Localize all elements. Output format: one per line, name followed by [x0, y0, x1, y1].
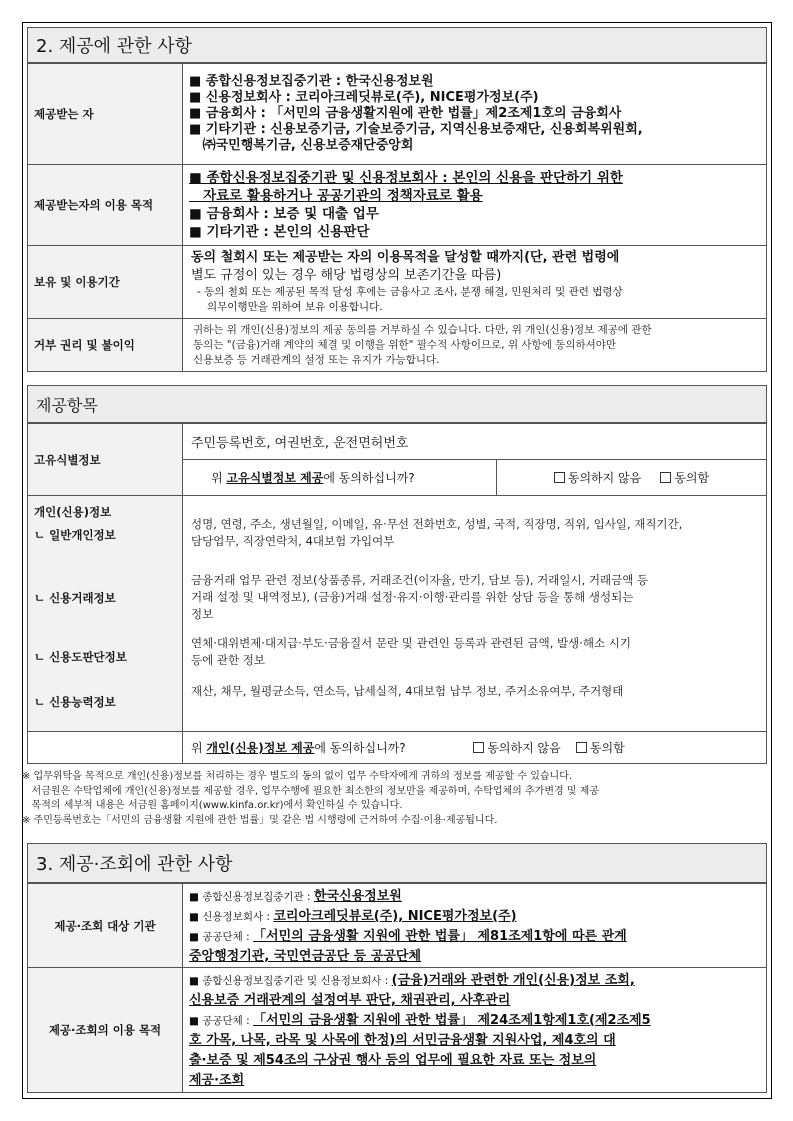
section-2-title: 2. 제공에 관한 사항 [27, 27, 767, 63]
category-label: ㄴ 신용거래정보 [34, 591, 116, 605]
category-value: 금융거래 업무 관련 정보(상품종류, 거래조건(이자율, 만기, 담보 등), 거래일시, 거래금액 등 [191, 573, 649, 587]
refusal-text [183, 319, 767, 372]
retention-row [28, 246, 767, 319]
list-item: ■ 기타기관 : 본인의 신용판단 [189, 224, 370, 240]
category-label: ㄴ 신용도판단정보 [34, 650, 127, 664]
section-items [27, 385, 767, 764]
personal-consent: 위 개인(신용)정보 제공에 동의하십니까? 동의하지 않음 동의함 [183, 732, 767, 764]
refusal-line: 신용보증 등 거래관계의 설정 또는 유지가 가능합니다. [193, 353, 440, 366]
category-label: ㄴ 일반개인정보 [34, 528, 116, 542]
personal-block [28, 496, 767, 732]
retention-main: 동의 철회시 또는 제공받는 자의 이용목적을 달성할 때까지(단, 관련 법령에 [191, 250, 620, 265]
section-3-title: 3. 제공·조회에 관한 사항 [27, 843, 767, 883]
category-value: 등에 관한 정보 [191, 653, 265, 667]
personal-values [183, 496, 767, 732]
inquiry-purpose-label: 제공·조회의 이용 목적 [28, 968, 183, 1093]
list-item: ■ 종합신용정보집중기관 및 신용정보회사 : 본인의 신용을 판단하기 위한 [189, 170, 623, 186]
refusal-line: 동의는 "(금융)거래 계약의 체결 및 이행을 위한" 필수적 사항이므로, 위 사항에 동의하셔야만 [193, 338, 617, 351]
list-item: ■ 종합신용정보집중기관 : 한국신용정보원 [189, 74, 434, 89]
personal-table [27, 495, 767, 764]
recipients-row [28, 64, 767, 165]
category-value: 연체·대위변제·대지급·부도·금융질서 문란 및 관련인 등록과 관련된 금액, 발생·해소 시기 [191, 636, 631, 650]
note-line: ※ 주민등록번호는「서민의 금융생활 지원에 관한 법률」및 같은 법 시행령에 근거하여 수집·이용·제공됩니다. [22, 814, 498, 826]
category-value: 정보 [191, 607, 214, 621]
spacer-cell [28, 732, 183, 764]
personal-labels [28, 496, 183, 732]
unique-question: 위 고유식별정보 제공에 동의하십니까? [183, 460, 497, 496]
unique-choices [497, 460, 767, 496]
notes [22, 770, 772, 828]
section-inquiry [27, 843, 767, 1093]
personal-agree-checkbox[interactable]: 동의함 [576, 741, 625, 755]
purpose-label: 제공받는자의 이용 목적 [28, 165, 183, 246]
retention-label: 보유 및 이용기간 [28, 246, 183, 319]
retention-main-cont: 별도 규정이 있는 경우 해당 법령상의 보존기간을 따름) [191, 268, 502, 283]
purpose-row [28, 165, 767, 246]
list-item: 자료로 활용하거나 공공기관의 정책자료로 활용 [189, 188, 483, 204]
purpose-list [183, 165, 767, 246]
refusal-row [28, 319, 767, 372]
items-table [27, 423, 767, 496]
list-item: ■ 금융회사 : 보증 및 대출 업무 [189, 206, 379, 222]
personal-header: 개인(신용)정보 [34, 505, 112, 519]
recipients-label: 제공받는 자 [28, 64, 183, 165]
recipients-list [183, 64, 767, 165]
category-value: 담당업무, 직장연락처, 4대보험 가입여부 [191, 534, 395, 548]
category-label: ㄴ 신용능력정보 [34, 695, 116, 709]
inquiry-purpose-list: ■ 종합신용정보집중기관 및 신용정보회사 : (금융)거래와 관련한 개인(신용)정보 조회, 신용보증 거래관계의 설정여부 판단, 채권관리, 사후관리 ■ 공공단체 : 「서민의 금융생활 지원에 관한 법률」 제24조제1항제1호(제2조제5 호 가목, 나목, 라목 및 사목에 한정)의 서민금융생활 지원사업, 제4호의 대 출·보증 및 제54조의 구상권 행사 등의 업무에 필요한 자료 또는 정보의 제공·조회 [183, 968, 767, 1093]
list-item: ■ 금융회사 : 「서민의 금융생활지원에 관한 법률」제2조제1호의 금융회사 [189, 106, 622, 121]
unique-row [28, 424, 767, 460]
list-item: ■ 신용정보회사 : 코리아크레딧뷰로(주), NICE평가정보(주) [189, 90, 539, 105]
personal-consent-row [28, 732, 767, 764]
unique-agree-checkbox[interactable]: 동의함 [660, 471, 709, 485]
refusal-label: 거부 권리 및 불이익 [28, 319, 183, 372]
inquiry-purpose-row [28, 968, 767, 1093]
section-provision [27, 27, 767, 372]
target-list: ■ 종합신용정보집중기관 : 한국신용정보원 ■ 신용정보회사 : 코리아크레딧뷰로(주), NICE평가정보(주) ■ 공공단체 : 「서민의 금융생활 지원에 관한 법률」 제81조제1항에 따른 관계 중앙행정기관, 국민연금공단 등 공공단체 [183, 884, 767, 968]
category-value: 재산, 채무, 월평균소득, 연소득, 납세실적, 4대보험 납부 정보, 주거소유여부, 주거형태 [191, 684, 624, 698]
list-item: ㈜국민행복기금, 신용보증재단중앙회 [189, 138, 414, 153]
category-value: 성명, 연령, 주소, 생년월일, 이메일, 유·무선 전화번호, 성별, 국적, 직장명, 직위, 입사일, 재직기간, [191, 517, 683, 531]
unique-disagree-checkbox[interactable]: 동의하지 않음 [554, 471, 641, 485]
unique-value: 주민등록번호, 여권번호, 운전면허번호 [183, 424, 767, 460]
retention-sub: - 동의 철회 또는 제공된 목적 달성 후에는 금융사고 조사, 분쟁 해결, 민원처리 및 관련 법령상 [197, 286, 623, 298]
note-line: 목적의 세부적 내용은 서금원 홈페이지(www.kinfa.or.kr)에서 확인하실 수 있습니다. [22, 800, 403, 811]
retention-sub-cont: 의무이행만을 위하여 보유 이용합니다. [207, 301, 383, 313]
personal-disagree-checkbox[interactable]: 동의하지 않음 [473, 741, 560, 755]
refusal-line: 귀하는 위 개인(신용)정보의 제공 동의를 거부하실 수 있습니다. 다만, 위 개인(신용)정보 제공에 관한 [193, 323, 652, 336]
list-item: ■ 기타기관 : 신용보증기금, 기술보증기금, 지역신용보증재단, 신용회복위원회, [189, 122, 643, 137]
unique-label: 고유식별정보 [28, 424, 183, 496]
inquiry-table [27, 883, 767, 1093]
note-line: ※ 업무위탁을 목적으로 개인(신용)정보를 처리하는 경우 별도의 동의 없이 업무 수탁자에게 귀하의 정보를 제공할 수 있습니다. [22, 771, 573, 782]
target-row [28, 884, 767, 968]
retention-text [183, 246, 767, 319]
items-title: 제공항목 [27, 385, 767, 423]
provision-table [27, 63, 767, 372]
category-value: 거래 설정 및 내역정보), (금융)거래 설정·유지·이행·관리를 위한 상담 등을 통해 생성되는 [191, 590, 634, 604]
target-label: 제공·조회 대상 기관 [28, 884, 183, 968]
note-line: 서금원은 수탁업체에 개인(신용)정보를 제공할 경우, 업무수행에 필요한 최소한의 정보만을 제공하며, 수탁업체의 추가변경 및 제공 [22, 785, 599, 797]
